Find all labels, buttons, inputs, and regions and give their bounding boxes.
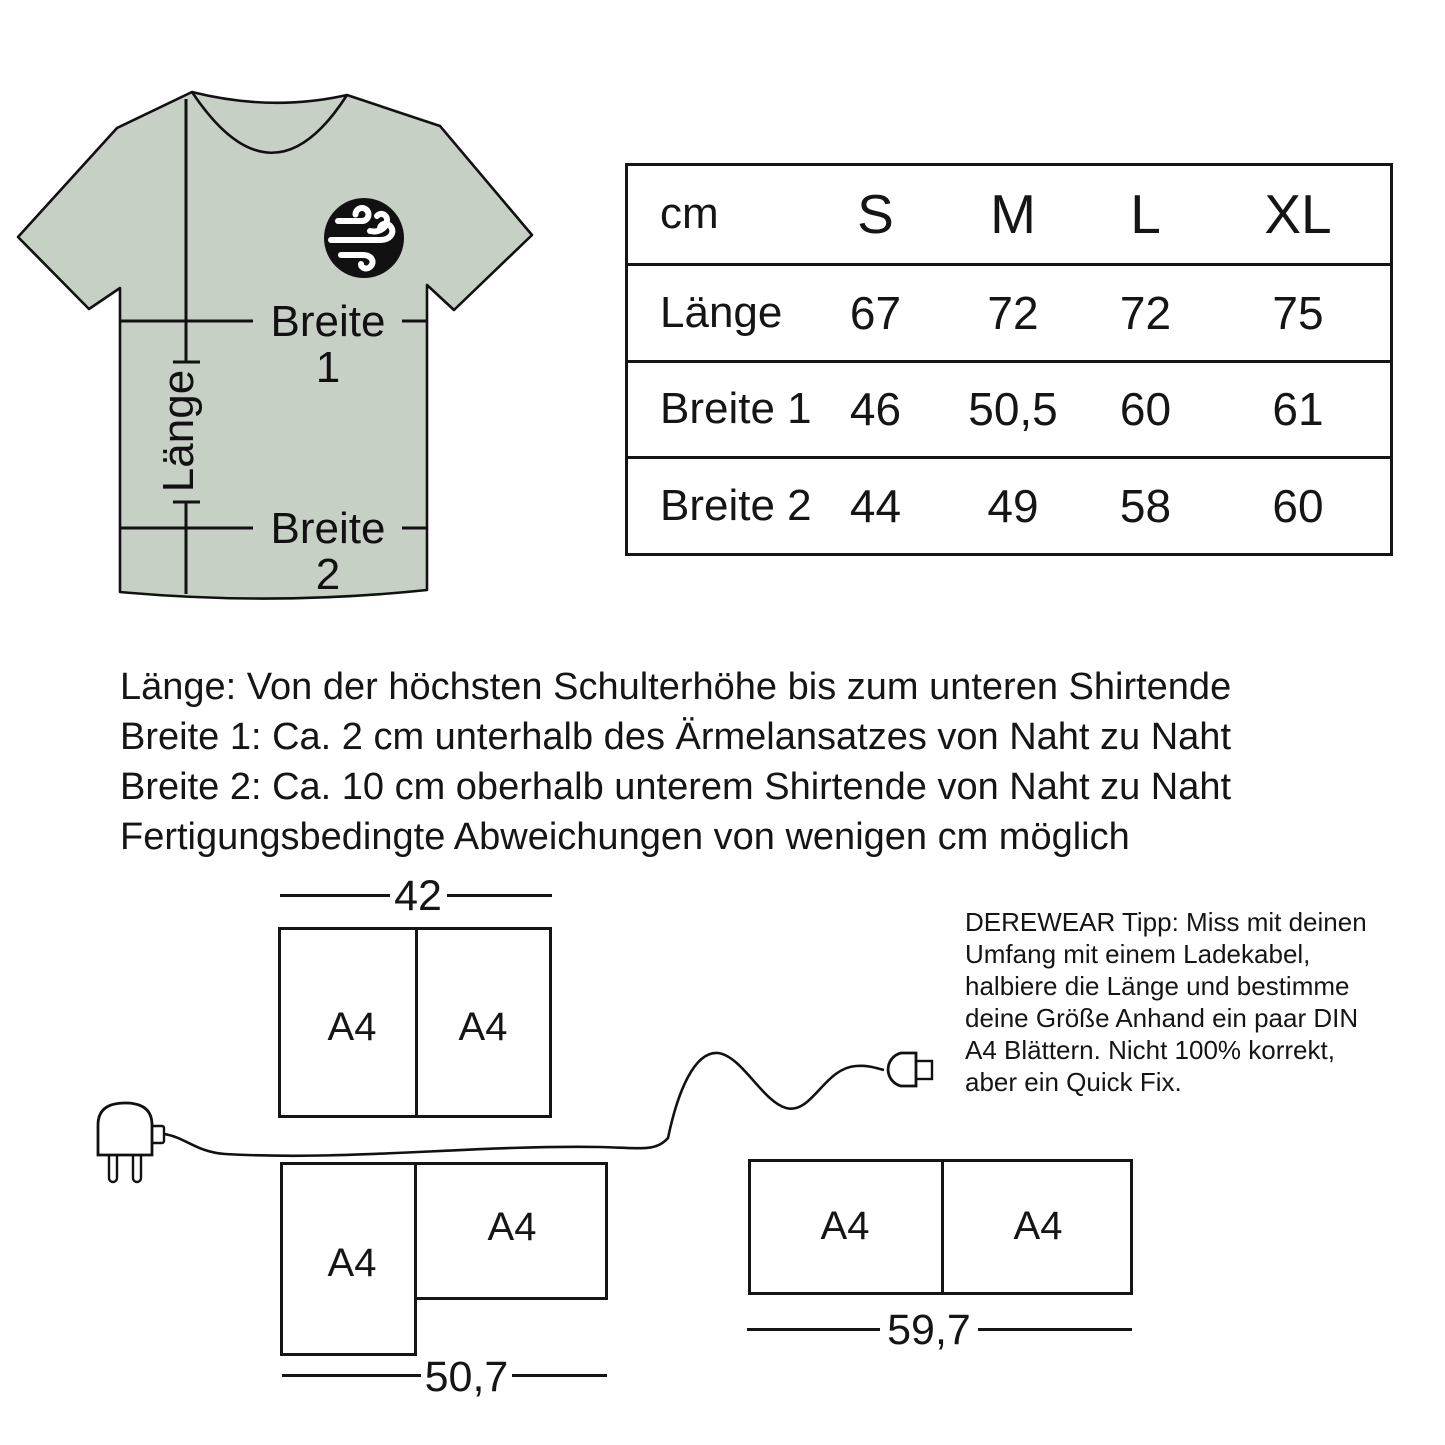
size-table-header-row bbox=[628, 166, 1390, 263]
dim-label-597: 59,7 bbox=[887, 1306, 971, 1354]
usb-connector-icon bbox=[888, 1053, 932, 1086]
dim-line-597-left bbox=[747, 1328, 880, 1331]
row-label: Breite 1 bbox=[660, 384, 812, 434]
value-cell: 44 bbox=[849, 480, 902, 533]
size-table bbox=[625, 163, 1393, 556]
dim-line-507-right bbox=[512, 1374, 607, 1377]
value-cell: 50,5 bbox=[968, 383, 1058, 436]
size-header-xl: XL bbox=[1264, 183, 1332, 246]
tip-line: halbiere die Länge und bestimme bbox=[965, 971, 1350, 1001]
value-cell: 72 bbox=[1119, 286, 1172, 339]
size-header-m: M bbox=[990, 183, 1036, 246]
value-cell: 72 bbox=[987, 286, 1039, 339]
tip-line: DEREWEAR Tipp: Miss mit deinen bbox=[965, 907, 1367, 937]
shirt-breite2-label: Breite 2 bbox=[270, 504, 386, 599]
a4-sheet-label: A4 bbox=[1013, 1204, 1063, 1248]
measurement-notes bbox=[120, 662, 1380, 862]
a4-pair-divider bbox=[941, 1162, 944, 1292]
a4-sheet-label: A4 bbox=[327, 1005, 377, 1049]
a4-sheet-label: A4 bbox=[458, 1005, 508, 1049]
shirt-laenge-label: Länge bbox=[154, 369, 203, 493]
size-header-l: L bbox=[1130, 183, 1161, 246]
value-cell: 60 bbox=[1119, 383, 1172, 436]
table-row-laenge bbox=[628, 263, 1390, 360]
shirt-breite1-label: Breite 1 bbox=[270, 297, 386, 392]
dim-line-42-right bbox=[447, 894, 552, 897]
dim-line-507-left bbox=[282, 1374, 421, 1377]
row-label: Breite 2 bbox=[660, 481, 812, 531]
table-row-breite1 bbox=[628, 360, 1390, 457]
value-cell: 49 bbox=[987, 480, 1039, 533]
cable-wire bbox=[164, 1053, 884, 1156]
value-cell: 60 bbox=[1272, 480, 1324, 533]
value-cell: 61 bbox=[1272, 383, 1324, 436]
value-cell: 46 bbox=[849, 383, 902, 436]
a4-sheet-label: A4 bbox=[820, 1204, 870, 1248]
a4-sheet-label: A4 bbox=[487, 1205, 537, 1249]
note-line-breite2: Breite 2: Ca. 10 cm oberhalb unterem Shirtende von Naht zu Naht bbox=[120, 766, 1232, 808]
a4-sheet-label: A4 bbox=[327, 1241, 377, 1285]
tip-line: deine Größe Anhand ein paar DIN bbox=[965, 1003, 1359, 1033]
dim-line-42-left bbox=[280, 894, 390, 897]
derewear-tip bbox=[965, 906, 1395, 1098]
row-label: Länge bbox=[660, 287, 783, 337]
tip-line: aber ein Quick Fix. bbox=[965, 1067, 1182, 1097]
tip-line: A4 Blättern. Nicht 100% korrekt, bbox=[965, 1035, 1335, 1065]
tip-line: Umfang mit einem Ladekabel, bbox=[965, 939, 1311, 969]
dim-label-42: 42 bbox=[394, 872, 442, 920]
note-line-laenge: Länge: Von der höchsten Schulterhöhe bis zum unteren Shirtende bbox=[120, 666, 1232, 708]
value-cell: 58 bbox=[1119, 480, 1172, 533]
size-header-s: S bbox=[857, 183, 894, 246]
note-line-tolerance: Fertigungsbedingte Abweichungen von wenigen cm möglich bbox=[120, 816, 1130, 858]
unit-header-cell: cm bbox=[660, 189, 719, 239]
value-cell: 67 bbox=[849, 286, 902, 339]
dim-label-507: 50,7 bbox=[424, 1353, 509, 1401]
value-cell: 75 bbox=[1272, 286, 1324, 339]
wind-icon bbox=[324, 198, 404, 278]
dim-line-597-right bbox=[978, 1328, 1132, 1331]
table-row-breite2 bbox=[628, 456, 1390, 553]
note-line-breite1: Breite 1: Ca. 2 cm unterhalb des Ärmelansatzes von Naht zu Naht bbox=[120, 716, 1231, 758]
power-plug-icon bbox=[98, 1103, 164, 1182]
